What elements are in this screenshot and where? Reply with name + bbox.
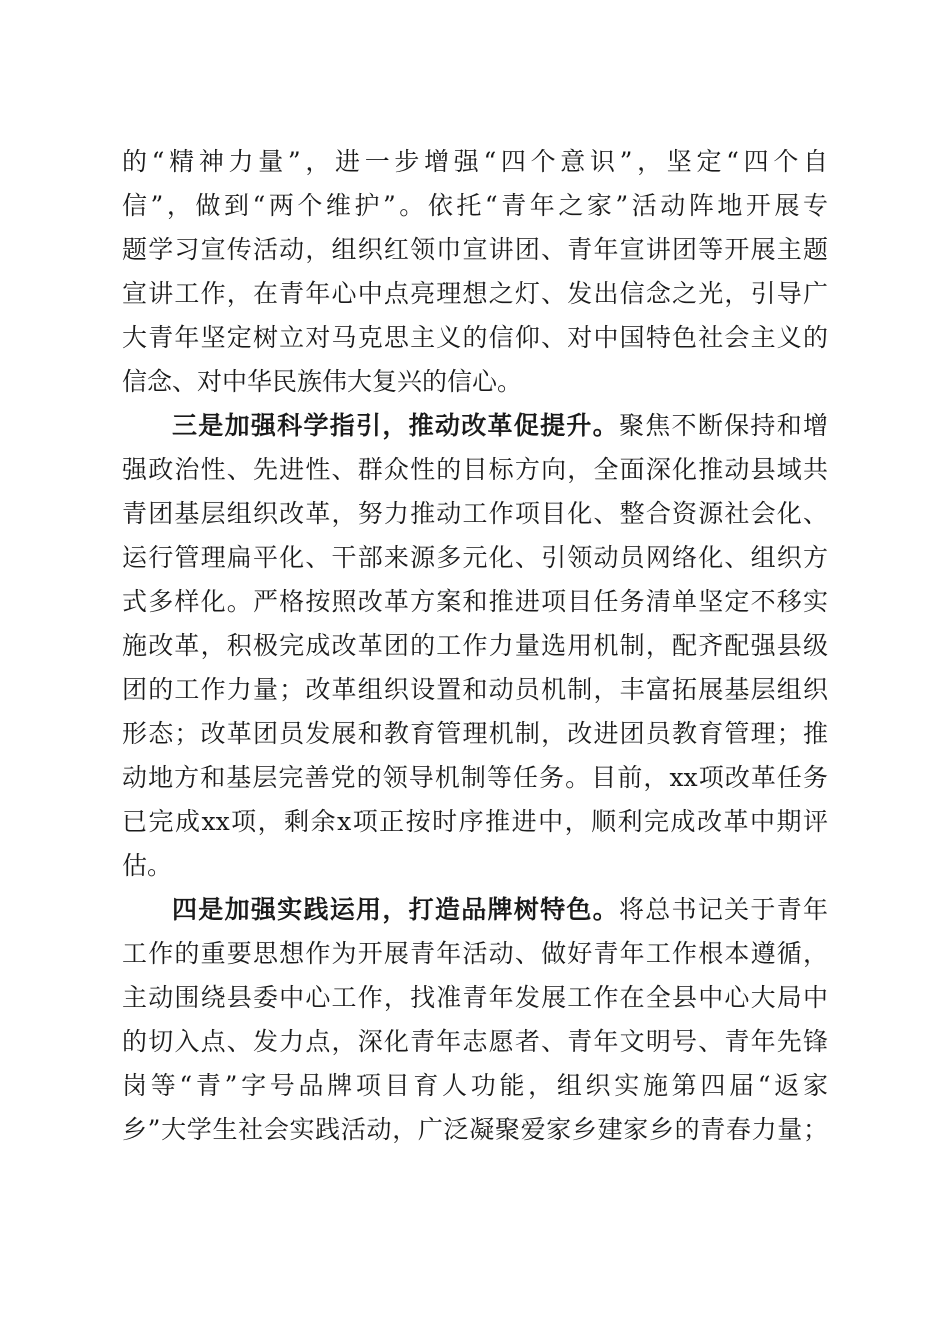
paragraph-2-line-1 — [172, 408, 828, 444]
paragraph-1-line-2: 信”，做到“两个维护”。依托“青年之家”活动阵地开展专 — [122, 191, 828, 220]
paragraph-1-line-6: 信念、对中华民族伟大复兴的信心。 — [122, 367, 523, 396]
paragraph-3-line-2: 工作的重要思想作为开展青年活动、做好青年工作根本遵循， — [122, 939, 828, 968]
paragraph-2-line-10: 已完成xx项，剩余x项正按时序推进中，顺利完成改革中期评 — [122, 807, 828, 836]
paragraph-3-line-1 — [172, 892, 828, 928]
paragraph-1-line-3: 题学习宣传活动，组织红领巾宣讲团、青年宣讲团等开展主题 — [122, 235, 828, 264]
paragraph-3-line-5: 岗等“青”字号品牌项目育人功能，组织实施第四届“返家 — [122, 1071, 828, 1100]
paragraph-2-heading: 三是加强科学指引，推动改革促提升。 — [172, 411, 619, 440]
paragraph-3-heading: 四是加强实践运用，打造品牌树特色。 — [172, 895, 619, 924]
paragraph-3-line-4: 的切入点、发力点，深化青年志愿者、青年文明号、青年先锋 — [122, 1027, 828, 1056]
paragraph-2-line-6: 施改革，积极完成改革团的工作力量选用机制，配齐配强县级 — [122, 631, 828, 660]
paragraph-2-line-2: 强政治性、先进性、群众性的目标方向，全面深化推动县域共 — [122, 455, 828, 484]
paragraph-1-line-1: 的“精神力量”，进一步增强“四个意识”，坚定“四个自 — [122, 147, 828, 176]
paragraph-3-line-3: 主动围绕县委中心工作，找准青年发展工作在全县中心大局中 — [122, 983, 828, 1012]
paragraph-2-line-9: 动地方和基层完善党的领导机制等任务。目前，xx项改革任务 — [122, 763, 828, 792]
paragraph-1-line-5: 大青年坚定树立对马克思主义的信仰、对中国特色社会主义的 — [122, 323, 828, 352]
paragraph-3-line-6: 乡”大学生社会实践活动，广泛凝聚爱家乡建家乡的青春力量； — [122, 1115, 828, 1144]
paragraph-2-line-7: 团的工作力量；改革组织设置和动员机制，丰富拓展基层组织 — [122, 675, 828, 704]
paragraph-3-line-1-text: 将总书记关于青年 — [618, 895, 828, 924]
paragraph-2-line-11: 估。 — [122, 851, 173, 880]
paragraph-1-line-4: 宣讲工作，在青年心中点亮理想之灯、发出信念之光，引导广 — [122, 279, 828, 308]
paragraph-2-line-8: 形态；改革团员发展和教育管理机制，改进团员教育管理；推 — [122, 719, 828, 748]
paragraph-2-line-5: 式多样化。严格按照改革方案和推进项目任务清单坚定不移实 — [122, 587, 828, 616]
paragraph-2-line-3: 青团基层组织改革，努力推动工作项目化、整合资源社会化、 — [122, 499, 828, 528]
paragraph-2-line-1-text: 聚焦不断保持和增 — [618, 411, 828, 440]
paragraph-2-line-4: 运行管理扁平化、干部来源多元化、引领动员网络化、组织方 — [122, 543, 828, 572]
